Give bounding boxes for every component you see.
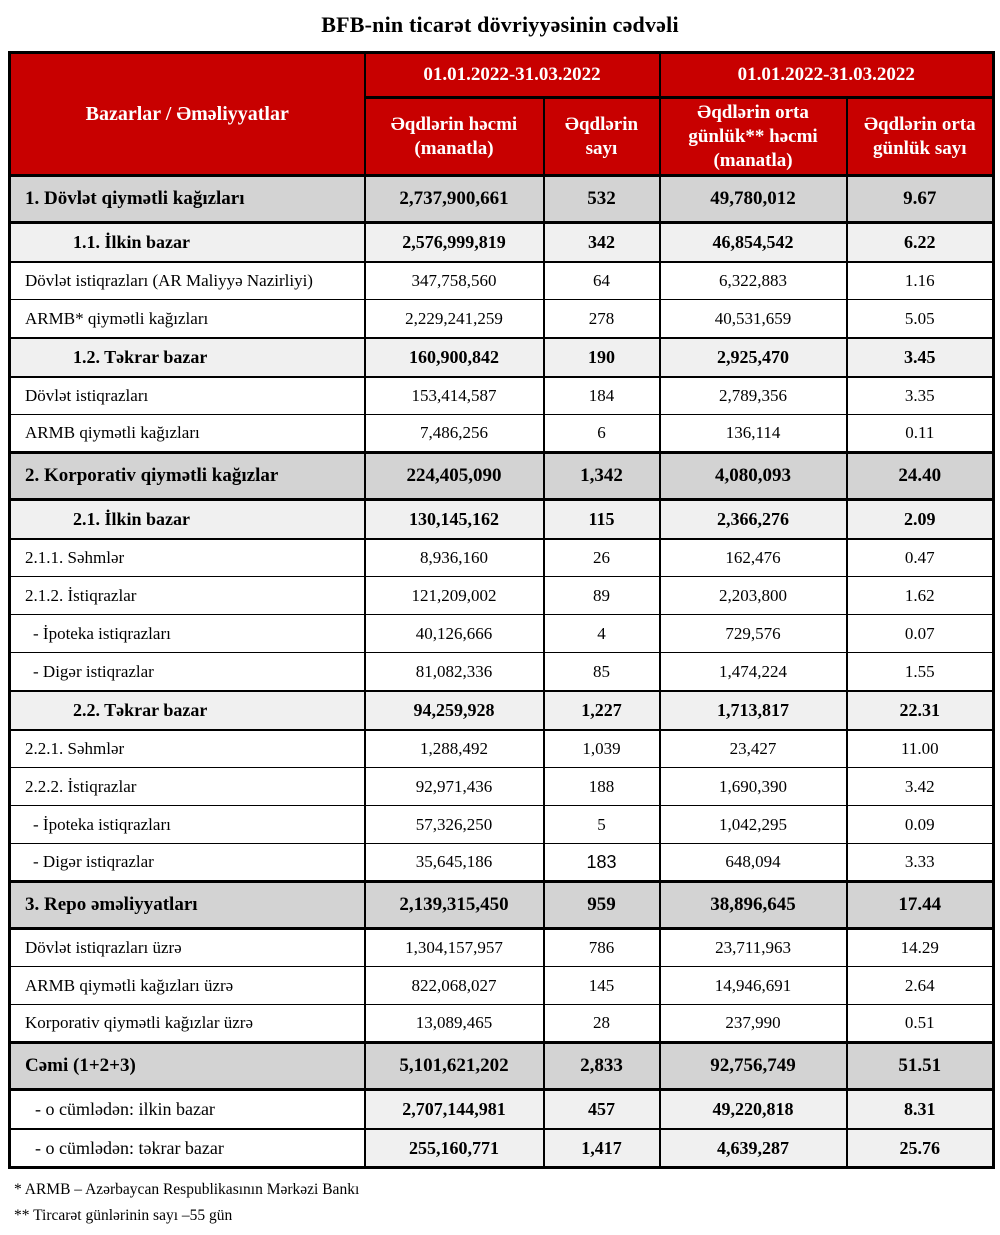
avg-count-cell: 6.22 [847,223,994,262]
avg-count-cell: 17.44 [847,882,994,929]
volume-cell: 35,645,186 [365,844,544,882]
count-cell: 85 [544,653,660,691]
volume-cell: 81,082,336 [365,653,544,691]
table-row [10,691,994,730]
row-label-cell: 2.1.1. Səhmlər [10,539,365,577]
table-row [10,806,994,844]
count-cell: 1,417 [544,1129,660,1168]
header-deal-volume: Əqdlərin həcmi (manatla) [365,98,544,176]
volume-cell: 121,209,002 [365,577,544,615]
count-cell: 28 [544,1005,660,1043]
volume-cell: 5,101,621,202 [365,1043,544,1090]
trade-turnover-table [8,51,995,1169]
avg-volume-cell: 1,042,295 [660,806,847,844]
avg-count-cell: 0.07 [847,615,994,653]
table-row [10,176,994,223]
table-row [10,500,994,539]
header-period-row [10,53,994,98]
avg-count-cell: 1.62 [847,577,994,615]
volume-cell: 2,737,900,661 [365,176,544,223]
avg-count-cell: 3.35 [847,377,994,415]
table-row [10,262,994,300]
avg-count-cell: 3.33 [847,844,994,882]
volume-cell: 2,139,315,450 [365,882,544,929]
table-row [10,338,994,377]
footnote-trading-days: ** Tircarət günlərinin sayı –55 gün [14,1206,233,1224]
table-row [10,730,994,768]
avg-count-cell: 25.76 [847,1129,994,1168]
row-label-cell: Cəmi (1+2+3) [10,1043,365,1090]
row-label-cell: 1.2. Təkrar bazar [10,338,365,377]
volume-cell: 1,288,492 [365,730,544,768]
row-label-cell: Korporativ qiymətli kağızlar üzrə [10,1005,365,1043]
count-cell: 89 [544,577,660,615]
avg-count-cell: 2.64 [847,967,994,1005]
table-row [10,453,994,500]
avg-volume-cell: 38,896,645 [660,882,847,929]
row-label-cell: 2.2. Təkrar bazar [10,691,365,730]
header-avg-daily-count: Əqdlərin orta günlük sayı [847,98,994,176]
volume-cell: 92,971,436 [365,768,544,806]
table-row [10,223,994,262]
table-row [10,1090,994,1129]
row-label-cell: ARMB qiymətli kağızları üzrə [10,967,365,1005]
avg-count-cell: 3.42 [847,768,994,806]
table-row [10,300,994,338]
avg-count-cell: 11.00 [847,730,994,768]
table-row [10,882,994,929]
avg-count-cell: 8.31 [847,1090,994,1129]
table-row [10,577,994,615]
count-cell: 6 [544,415,660,453]
row-label-cell: 2.2.2. İstiqrazlar [10,768,365,806]
table-row [10,653,994,691]
count-cell: 342 [544,223,660,262]
avg-volume-cell: 6,322,883 [660,262,847,300]
avg-volume-cell: 49,780,012 [660,176,847,223]
avg-volume-cell: 2,203,800 [660,577,847,615]
avg-count-cell: 2.09 [847,500,994,539]
row-label-cell: - o cümlədən: ilkin bazar [10,1090,365,1129]
avg-volume-cell: 46,854,542 [660,223,847,262]
avg-count-cell: 0.11 [847,415,994,453]
table-row [10,615,994,653]
volume-cell: 40,126,666 [365,615,544,653]
count-cell: 188 [544,768,660,806]
avg-count-cell: 0.47 [847,539,994,577]
count-cell: 115 [544,500,660,539]
avg-volume-cell: 2,789,356 [660,377,847,415]
volume-cell: 13,089,465 [365,1005,544,1043]
row-label-cell: - o cümlədən: təkrar bazar [10,1129,365,1168]
volume-cell: 130,145,162 [365,500,544,539]
count-cell: 2,833 [544,1043,660,1090]
row-label-cell: ARMB qiymətli kağızları [10,415,365,453]
volume-cell: 822,068,027 [365,967,544,1005]
footnote-armb: * ARMB – Azərbaycan Respublikasının Mərkəzi Bankı [14,1181,360,1199]
avg-volume-cell: 40,531,659 [660,300,847,338]
header-avg-daily-volume: Əqdlərin orta günlük** həcmi (manatla) [660,98,847,176]
count-cell: 190 [544,338,660,377]
table-row [10,844,994,882]
avg-volume-cell: 1,474,224 [660,653,847,691]
table-row [10,1043,994,1090]
volume-cell: 347,758,560 [365,262,544,300]
table-row [10,415,994,453]
header-period-left: 01.01.2022-31.03.2022 [365,53,660,98]
avg-volume-cell: 23,427 [660,730,847,768]
avg-volume-cell: 136,114 [660,415,847,453]
volume-cell: 2,576,999,819 [365,223,544,262]
count-cell: 959 [544,882,660,929]
row-label-cell: Dövlət istiqrazları (AR Maliyyə Nazirliyi) [10,262,365,300]
footnotes [14,1177,1000,1228]
table-row [10,1129,994,1168]
avg-volume-cell: 729,576 [660,615,847,653]
avg-volume-cell: 49,220,818 [660,1090,847,1129]
row-label-cell: 2.1.2. İstiqrazlar [10,577,365,615]
count-cell: 5 [544,806,660,844]
row-label-cell: 2.2.1. Səhmlər [10,730,365,768]
row-label-cell: Dövlət istiqrazları üzrə [10,929,365,967]
avg-volume-cell: 1,713,817 [660,691,847,730]
count-cell: 4 [544,615,660,653]
count-cell: 1,342 [544,453,660,500]
row-label-cell: - Digər istiqrazlar [10,844,365,882]
table-header [10,53,994,176]
avg-volume-cell: 2,925,470 [660,338,847,377]
avg-count-cell: 1.16 [847,262,994,300]
avg-volume-cell: 23,711,963 [660,929,847,967]
row-label-cell: 1. Dövlət qiymətli kağızları [10,176,365,223]
avg-count-cell: 9.67 [847,176,994,223]
avg-volume-cell: 92,756,749 [660,1043,847,1090]
avg-volume-cell: 1,690,390 [660,768,847,806]
avg-count-cell: 0.09 [847,806,994,844]
row-label-cell: 1.1. İlkin bazar [10,223,365,262]
volume-cell: 160,900,842 [365,338,544,377]
avg-volume-cell: 4,639,287 [660,1129,847,1168]
avg-count-cell: 3.45 [847,338,994,377]
avg-volume-cell: 2,366,276 [660,500,847,539]
row-label-cell: 2. Korporativ qiymətli kağızlar [10,453,365,500]
table-row [10,539,994,577]
volume-cell: 153,414,587 [365,377,544,415]
avg-volume-cell: 4,080,093 [660,453,847,500]
count-cell: 532 [544,176,660,223]
count-cell: 145 [544,967,660,1005]
volume-cell: 2,229,241,259 [365,300,544,338]
volume-cell: 255,160,771 [365,1129,544,1168]
volume-cell: 2,707,144,981 [365,1090,544,1129]
avg-count-cell: 24.40 [847,453,994,500]
table-row [10,929,994,967]
row-label-cell: - İpoteka istiqrazları [10,806,365,844]
avg-count-cell: 5.05 [847,300,994,338]
count-cell: 183 [544,844,660,882]
count-cell: 278 [544,300,660,338]
volume-cell: 1,304,157,957 [365,929,544,967]
avg-volume-cell: 237,990 [660,1005,847,1043]
row-label-cell: Dövlət istiqrazları [10,377,365,415]
count-cell: 26 [544,539,660,577]
volume-cell: 224,405,090 [365,453,544,500]
table-row [10,1005,994,1043]
table-body [10,176,994,1168]
avg-volume-cell: 162,476 [660,539,847,577]
page-title: BFB-nin ticarət dövriyyəsinin cədvəli [321,12,679,37]
count-cell: 457 [544,1090,660,1129]
row-label-cell: 2.1. İlkin bazar [10,500,365,539]
table-row [10,768,994,806]
avg-count-cell: 22.31 [847,691,994,730]
count-cell: 786 [544,929,660,967]
table-row [10,967,994,1005]
count-cell: 64 [544,262,660,300]
avg-count-cell: 14.29 [847,929,994,967]
volume-cell: 8,936,160 [365,539,544,577]
volume-cell: 7,486,256 [365,415,544,453]
volume-cell: 94,259,928 [365,691,544,730]
header-period-right: 01.01.2022-31.03.2022 [660,53,994,98]
header-deal-count: Əqdlərin sayı [544,98,660,176]
avg-count-cell: 51.51 [847,1043,994,1090]
row-label-cell: - İpoteka istiqrazları [10,615,365,653]
count-cell: 1,039 [544,730,660,768]
count-cell: 1,227 [544,691,660,730]
volume-cell: 57,326,250 [365,806,544,844]
avg-volume-cell: 648,094 [660,844,847,882]
row-label-cell: - Digər istiqrazlar [10,653,365,691]
row-label-cell: ARMB* qiymətli kağızları [10,300,365,338]
header-markets-operations: Bazarlar / Əməliyyatlar [10,53,365,176]
count-cell: 184 [544,377,660,415]
row-label-cell: 3. Repo əməliyyatları [10,882,365,929]
avg-volume-cell: 14,946,691 [660,967,847,1005]
avg-count-cell: 0.51 [847,1005,994,1043]
avg-count-cell: 1.55 [847,653,994,691]
table-row [10,377,994,415]
